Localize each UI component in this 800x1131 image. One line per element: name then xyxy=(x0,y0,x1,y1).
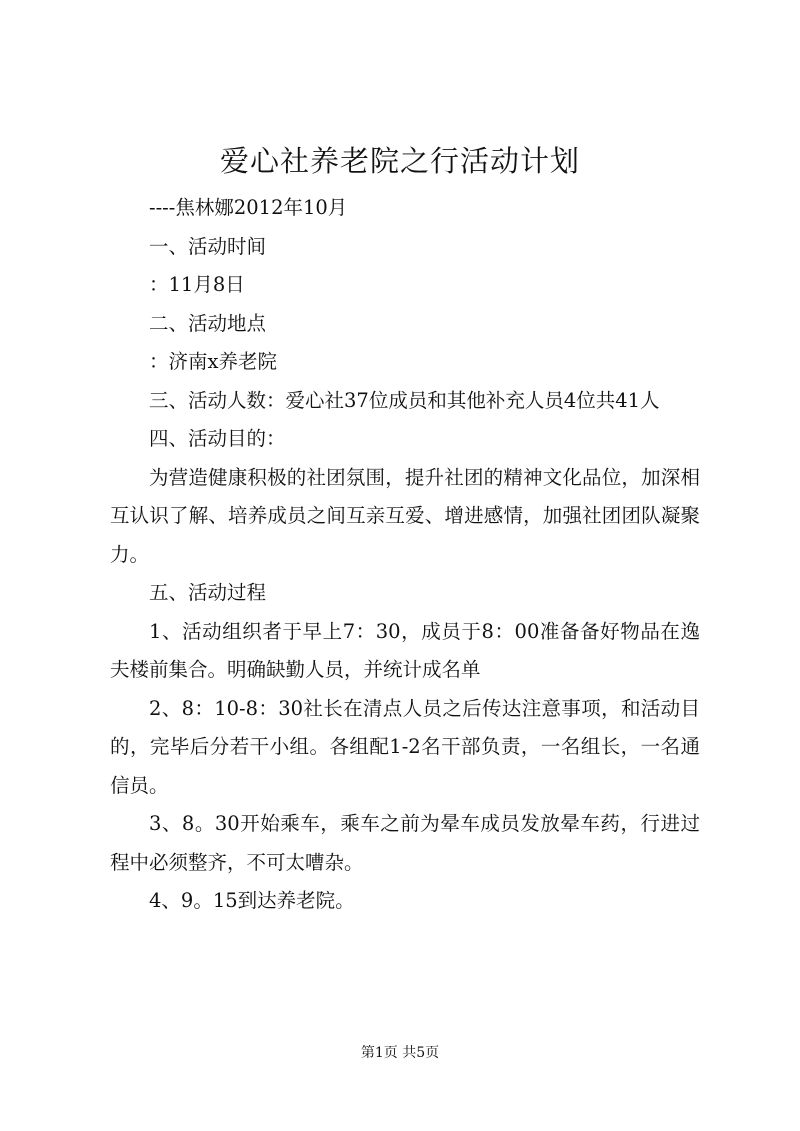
section-heading-time: 一、活动时间 xyxy=(149,234,267,258)
section-heading-location: 二、活动地点 xyxy=(149,311,267,335)
activity-time-value: ：11月8日 xyxy=(149,273,245,296)
page-footer: 第1页 共5页 xyxy=(360,1045,440,1061)
section-participants: 三、活动人数：爱心社37位成员和其他补充人员4位共41人 xyxy=(149,388,660,412)
process-step-2: 2、8：10-8：30社长在清点人员之后传达注意事项，和活动目的，完毕后分若干小组。各组配1-2名干部负责，一名组长，一名通信员。 xyxy=(110,696,700,797)
author-date-line: ----焦林娜2012年10月 xyxy=(149,196,348,219)
section-heading-purpose: 四、活动目的： xyxy=(149,427,286,450)
document-body xyxy=(110,189,700,921)
activity-location-value: ：济南x养老院 xyxy=(149,350,277,373)
document-title: 爱心社养老院之行活动计划 xyxy=(219,144,580,178)
section-heading-process: 五、活动过程 xyxy=(149,581,267,604)
process-step-3: 3、8。30开始乘车，乘车之前为晕车成员发放晕车药，行进过程中必须整齐，不可太嘈杂。 xyxy=(110,812,700,874)
purpose-paragraph: 为营造健康积极的社团氛围，提升社团的精神文化品位，加深相互认识了解、培养成员之间互亲互爱、增进感情，加强社团团队凝聚力。 xyxy=(110,465,700,566)
process-step-1: 1、活动组织者于早上7：30，成员于8：00准备备好物品在逸夫楼前集合。明确缺勤人员，并统计成名单 xyxy=(110,619,700,681)
process-step-4: 4、9。15到达养老院。 xyxy=(149,889,355,912)
